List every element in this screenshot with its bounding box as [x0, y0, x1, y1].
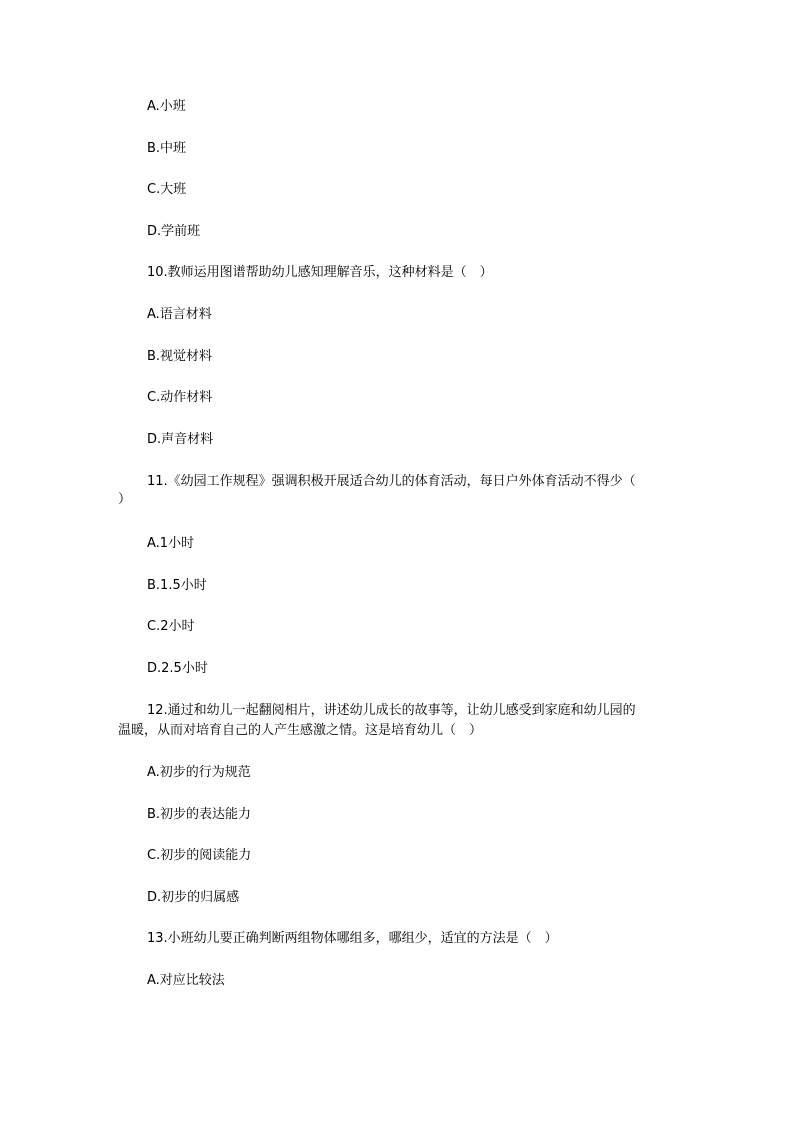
- q12-option-c: C.初步的阅读能力: [147, 848, 252, 863]
- q9-option-b: B.中班: [147, 141, 187, 156]
- q11-option-c: C.2小时: [147, 619, 195, 634]
- q12-option-d: D.初步的归属感: [147, 890, 240, 905]
- q11-option-a: A.1小时: [147, 536, 195, 551]
- q11-stem-line2: ）: [118, 492, 132, 507]
- q10-option-b: B.视觉材料: [147, 349, 213, 364]
- q9-option-d: D.学前班: [147, 224, 201, 239]
- q11-option-d: D.2.5小时: [147, 661, 208, 676]
- q10-option-c: C.动作材料: [147, 390, 213, 405]
- q11-option-b: B.1.5小时: [147, 578, 207, 593]
- q13-option-a: A.对应比较法: [147, 973, 225, 988]
- q10-option-d: D.声音材料: [147, 432, 214, 447]
- q9-option-a: A.小班: [147, 99, 186, 114]
- q10-stem: 10.教师运用图谱帮助幼儿感知理解音乐，这种材料是（ ）: [147, 265, 493, 280]
- q12-option-b: B.初步的表达能力: [147, 807, 252, 822]
- q12-stem-line1: 12.通过和幼儿一起翻阅相片，讲述幼儿成长的故事等，让幼儿感受到家庭和幼儿园的: [147, 703, 636, 718]
- q11-stem-line1: 11.《幼园工作规程》强调积极开展适合幼儿的体育活动，每日户外体育活动不得少（: [147, 474, 636, 489]
- q13-stem: 13.小班幼儿要正确判断两组物体哪组多，哪组少，适宜的方法是（ ）: [147, 931, 558, 946]
- q12-stem-line2: 温暖，从而对培育自己的人产生感激之情。这是培育幼儿（ ）: [118, 723, 483, 738]
- q10-option-a: A.语言材料: [147, 307, 212, 322]
- q12-option-a: A.初步的行为规范: [147, 765, 251, 780]
- q9-option-c: C.大班: [147, 182, 187, 197]
